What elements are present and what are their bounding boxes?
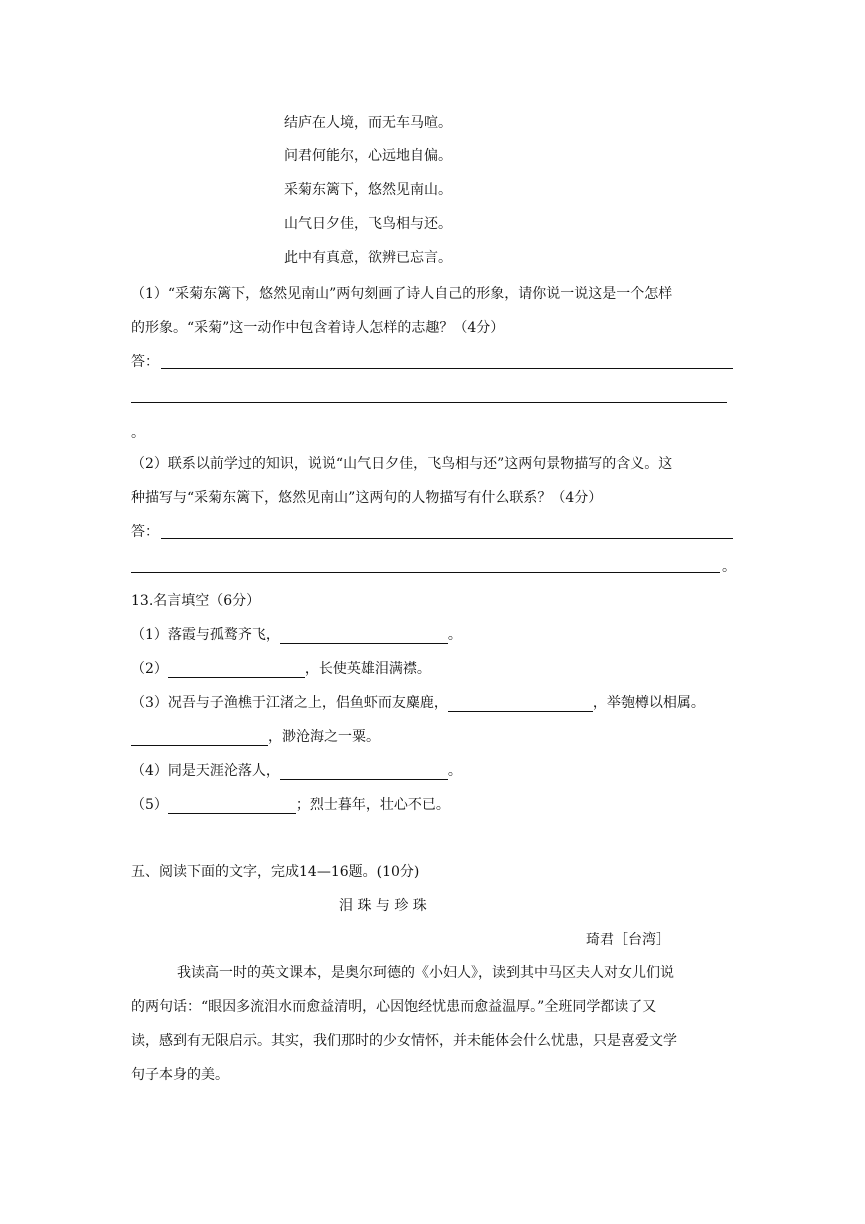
paragraph-1-line-4: 句子本身的美。 [131,1067,229,1083]
q13-item-2-prefix: （2） [131,661,168,677]
q2-text-line-1: （2）联系以前学过的知识，说说“山气日夕佳，飞鸟相与还”这两句景物描写的含义。这 [131,456,673,472]
poem-line-3: 采菊东篱下，悠然见南山。 [284,182,452,198]
q13-item-3-continued [131,728,380,746]
q1-end-mark: 。 [131,425,145,441]
q13-item-3 [131,694,705,712]
q13-item-3b-suffix: ，渺沧海之一粟。 [268,729,380,745]
q1-text-line-1: （1）“采菊东篱下，悠然见南山”两句刻画了诗人自己的形象，请你说一说这是一个怎样 [131,286,673,302]
q13-item-5-prefix: （5） [131,797,168,813]
q2-answer-label: 答： [131,524,159,540]
q13-item-4-suffix: 。 [447,763,462,779]
paragraph-1-line-2: 的两句话：“眼因多流泪水而愈益清明，心因饱经忧患而愈益温厚。”全班同学都读了又 [131,999,657,1015]
poem-line-2: 问君何能尔，心远地自偏。 [284,148,452,164]
q13-item-4-blank[interactable] [280,765,448,780]
paragraph-1-line-3: 读，感到有无限启示。其实，我们那时的少女情怀，并未能体会什么忧患，只是喜爱文学 [131,1033,677,1049]
section-5-heading: 五、阅读下面的文字，完成14—16题。(10分) [131,864,420,880]
q13-item-3-blank-1[interactable] [448,697,593,712]
poem-line-5: 此中有真意，欲辨已忘言。 [284,250,452,266]
q1-answer-blank-1[interactable] [161,368,733,369]
q13-item-4-prefix: （4）同是天涯沦落人， [131,763,280,779]
poem-line-4: 山气日夕佳，飞鸟相与还。 [284,216,452,232]
q13-item-1-suffix: 。 [447,627,462,643]
paragraph-1-line-1: 我读高一时的英文课本，是奥尔珂德的《小妇人》，读到其中马区夫人对女儿们说 [177,965,674,981]
q13-title: 13.名言填空（6分） [131,593,261,609]
q13-item-5 [131,796,450,814]
q2-answer-blank-2[interactable] [131,572,720,573]
q1-answer-label: 答： [131,354,159,370]
q2-answer-blank-1[interactable] [161,538,733,539]
q13-item-2-blank[interactable] [168,663,305,678]
q1-answer-blank-2[interactable] [131,402,727,403]
article-title: 泪 珠 与 珍 珠 [339,898,427,914]
q13-item-2 [131,660,431,678]
q13-item-3-blank-2[interactable] [131,731,268,746]
q13-item-3-suffix: ，举匏樽以相属。 [592,695,705,711]
q13-item-3-prefix: （3）况吾与子渔樵于江渚之上，侣鱼虾而友麋鹿， [131,695,448,711]
q1-text-line-2: 的形象。“采菊”这一动作中包含着诗人怎样的志趣？（4分） [131,320,505,336]
q2-text-line-2: 种描写与“采菊东篱下，悠然见南山”这两句的人物描写有什么联系？（4分） [131,490,603,506]
article-author: 琦君［台湾］ [586,932,670,948]
q13-item-1-prefix: （1）落霞与孤鹜齐飞， [131,627,280,643]
q13-item-4 [131,762,462,780]
q13-item-5-suffix: ；烈士暮年，壮心不已。 [295,797,450,813]
q13-item-1-blank[interactable] [280,629,448,644]
q13-item-2-suffix: ，长使英雄泪满襟。 [304,661,431,677]
poem-line-1: 结庐在人境，而无车马喧。 [284,115,452,131]
q13-item-1 [131,626,462,644]
q2-end-mark: 。 [722,559,736,575]
q13-item-5-blank[interactable] [168,799,296,814]
